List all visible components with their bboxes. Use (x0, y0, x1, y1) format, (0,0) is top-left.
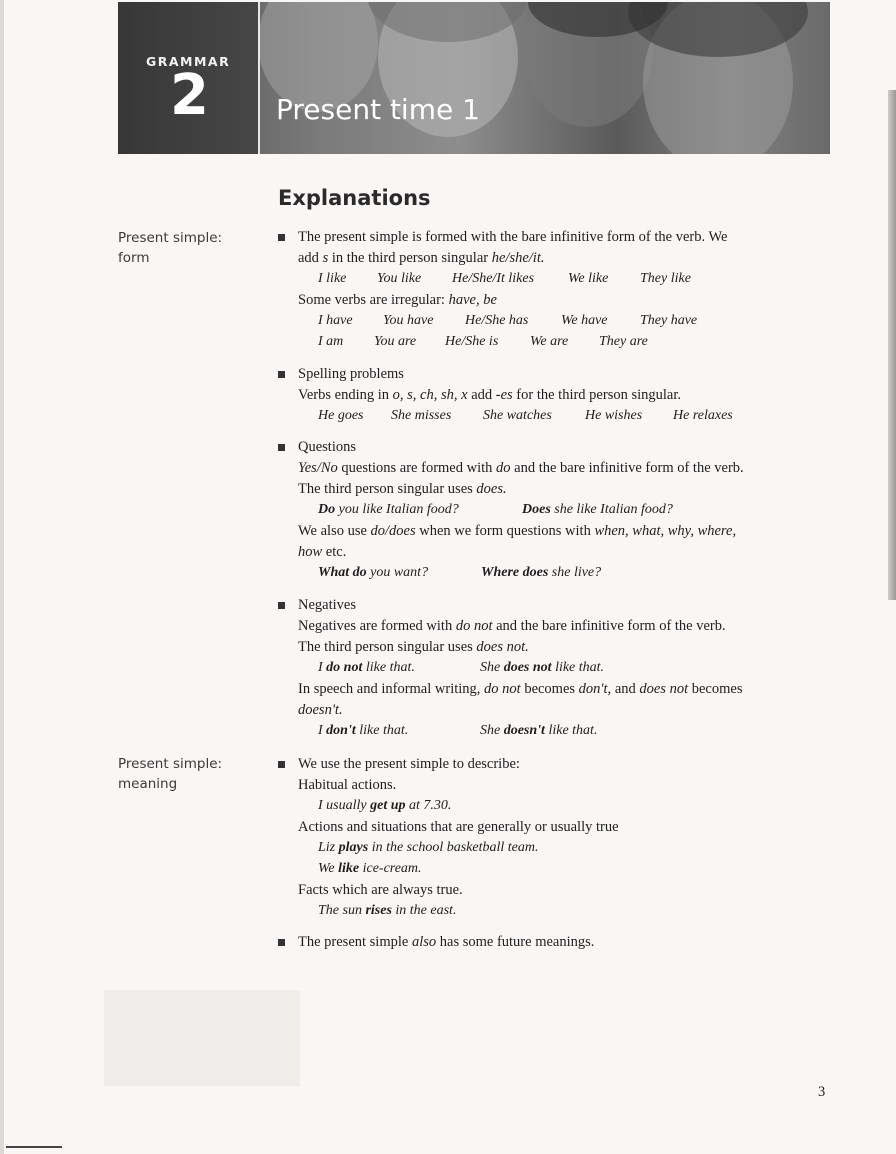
side-heading-meaning (118, 754, 258, 794)
example: She doesn't like that. (480, 723, 598, 738)
text-line: The third person singular uses does. (298, 481, 507, 497)
page-number: 3 (818, 1084, 826, 1100)
text-line: Facts which are always true. (298, 882, 463, 898)
unit-number: 2 (170, 63, 209, 128)
text-line: add s in the third person singular he/she/it. (298, 250, 545, 266)
page-edge (0, 0, 4, 1154)
bullet-icon (278, 602, 285, 609)
example: Liz plays in the school basketball team. (318, 840, 539, 855)
example: I don't like that. (318, 723, 409, 738)
bullet-icon (278, 234, 285, 241)
text-line: Negatives are formed with do not and the bare infinitive form of the verb. (298, 618, 726, 634)
text-line: doesn't. (298, 702, 343, 718)
example: He relaxes (673, 408, 733, 423)
example: We have (561, 313, 608, 328)
example: He/She/It likes (452, 271, 535, 286)
example: She misses (391, 408, 452, 423)
side-heading-line: Present simple: (118, 756, 223, 772)
example: Do you like Italian food? (318, 502, 459, 517)
text-line: Some verbs are irregular: have, be (298, 292, 497, 308)
page-binding-shadow (888, 90, 896, 600)
page-foot-line (6, 1146, 62, 1148)
example: You like (377, 271, 422, 286)
example: What do you want? (318, 565, 429, 580)
side-heading-line: form (118, 250, 150, 266)
example: Where does she live? (481, 565, 602, 580)
example: They have (640, 313, 698, 328)
example: We are (530, 334, 569, 349)
example: I have (318, 313, 353, 328)
bullet-icon (278, 371, 285, 378)
example: She does not like that. (480, 660, 605, 675)
section-title: Explanations (278, 186, 431, 210)
text-line: Verbs ending in o, s, ch, sh, x add -es for the third person singular. (298, 387, 682, 403)
example: They are (599, 334, 648, 349)
text-line: Habitual actions. (298, 777, 397, 793)
text-line: Actions and situations that are generally or usually true (298, 819, 619, 835)
banner-divider (258, 2, 260, 154)
example: You are (374, 334, 417, 349)
text-line: The present simple also has some future meanings. (298, 934, 595, 950)
side-heading-line: meaning (118, 776, 178, 792)
example: I do not like that. (318, 660, 415, 675)
text-line: how etc. (298, 544, 347, 560)
example: I like (318, 271, 347, 286)
example: We like (568, 271, 609, 286)
side-heading-form (118, 228, 258, 268)
side-heading-line: Present simple: (118, 230, 223, 246)
example: They like (640, 271, 691, 286)
example: He/She has (465, 313, 529, 328)
text-line: The present simple is formed with the bare infinitive form of the verb. We (298, 229, 728, 245)
subheading: Questions (298, 439, 356, 455)
print-smudge (104, 990, 300, 1086)
text-line: In speech and informal writing, do not becomes don't, and does not becomes (298, 681, 743, 697)
bullet-icon (278, 939, 285, 946)
example: He/She is (445, 334, 499, 349)
unit-banner (118, 2, 830, 154)
grammar-label: GRAMMAR (146, 54, 231, 69)
text-line: We use the present simple to describe: (298, 756, 520, 772)
example: He wishes (585, 408, 643, 423)
text-line: We also use do/does when we form questions with when, what, why, where, (298, 523, 737, 539)
subheading: Negatives (298, 597, 356, 613)
bullet-icon (278, 444, 285, 451)
example: He goes (318, 408, 364, 423)
example: I usually get up at 7.30. (318, 798, 452, 813)
text-line: Yes/No questions are formed with do and the bare infinitive form of the verb. (298, 460, 744, 476)
example: She watches (483, 408, 552, 423)
example: I am (318, 334, 344, 349)
example: You have (383, 313, 434, 328)
example: Does she like Italian food? (522, 502, 673, 517)
example: We like ice-cream. (318, 861, 422, 876)
text-line: The third person singular uses does not. (298, 639, 529, 655)
unit-title: Present time 1 (276, 93, 480, 126)
subheading: Spelling problems (298, 366, 404, 382)
bullet-icon (278, 761, 285, 768)
example: The sun rises in the east. (318, 903, 457, 918)
